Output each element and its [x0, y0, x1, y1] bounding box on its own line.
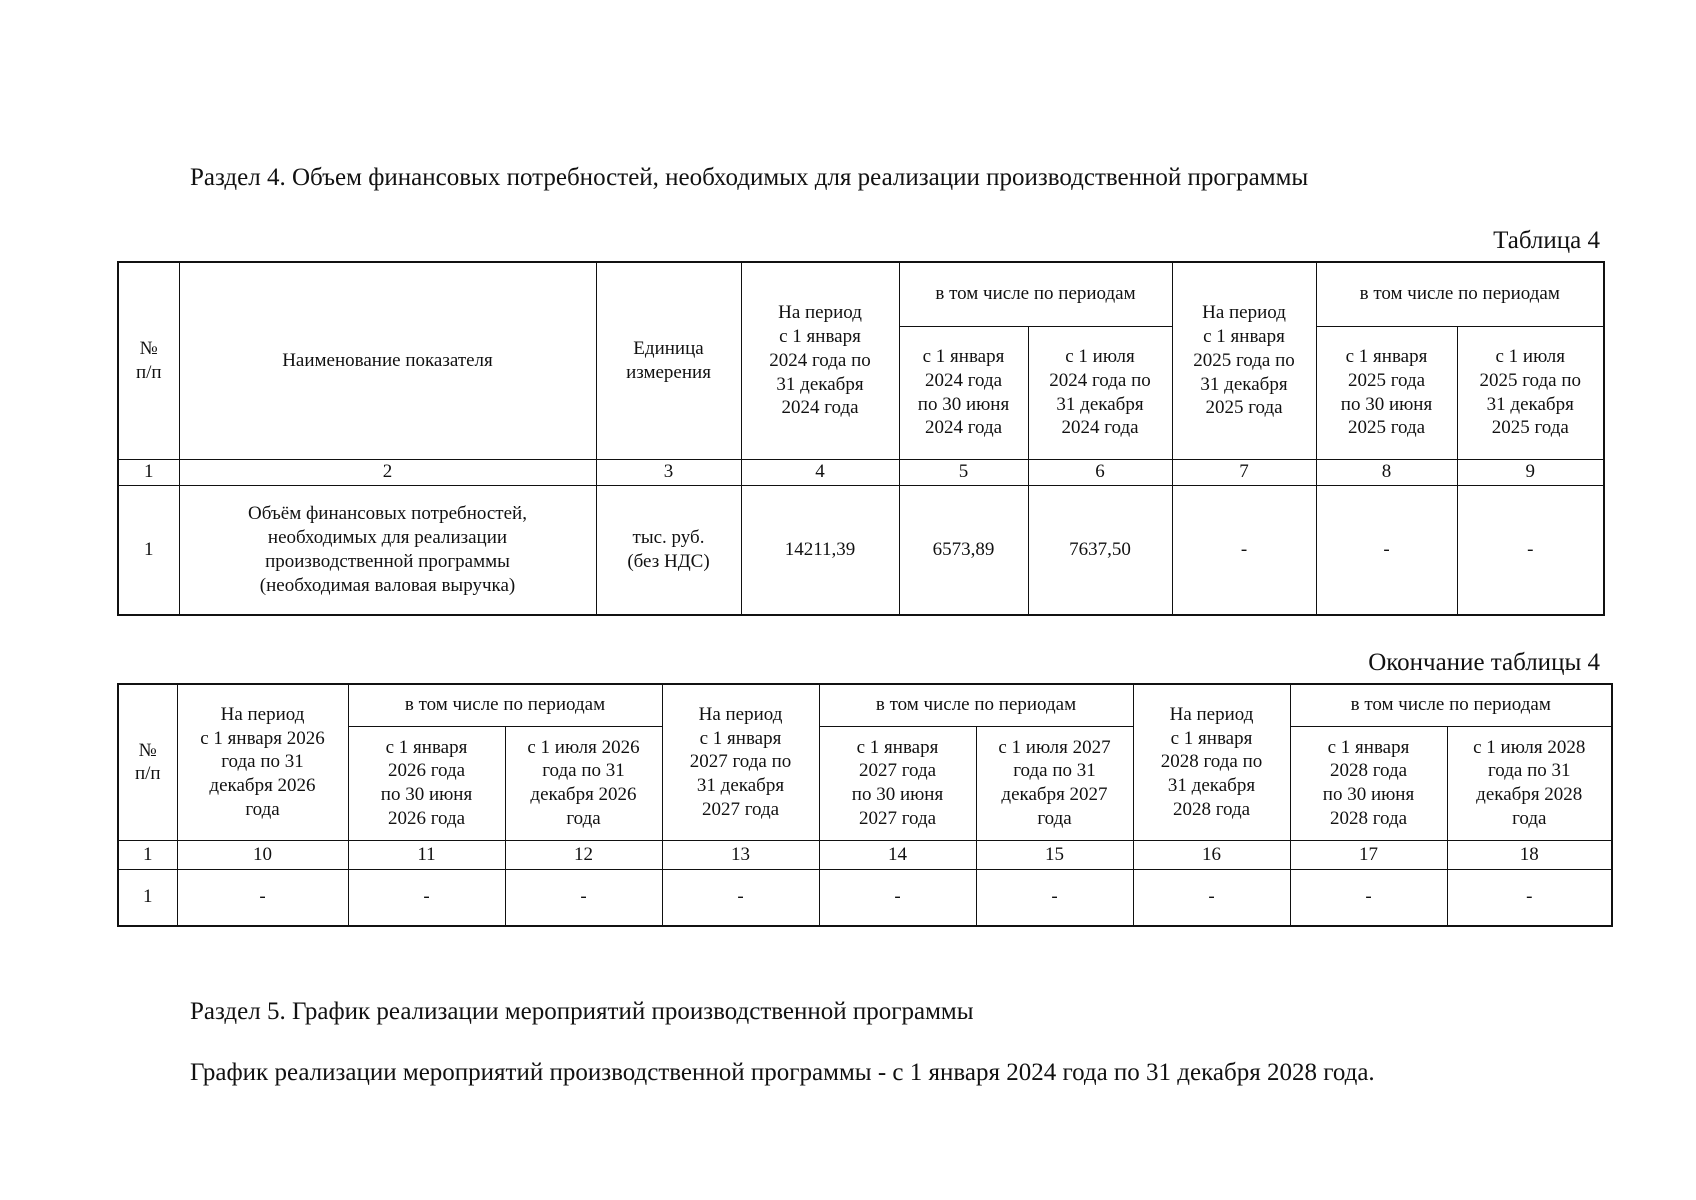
row-num: 1 — [118, 485, 179, 615]
header-h2-2027: с 1 июля 2027 года по 31 декабря 2027 года — [976, 726, 1133, 840]
section-5-title: Раздел 5. График реализации мероприятий производственной программы — [190, 998, 974, 1025]
row-indicator-name: Объём финансовых потребностей, необходимых для реализации производственной программы (необходимая валовая выручка) — [179, 485, 596, 615]
column-number: 7 — [1172, 459, 1316, 485]
column-number: 3 — [596, 459, 741, 485]
header-h2-2025: с 1 июля 2025 года по 31 декабря 2025 года — [1457, 326, 1604, 459]
value-h1-2027: - — [819, 869, 976, 926]
header-unit: Единица измерения — [596, 262, 741, 459]
value-2025: - — [1172, 485, 1316, 615]
header-h1-2028: с 1 января 2028 года по 30 июня 2028 года — [1290, 726, 1447, 840]
column-number: 14 — [819, 840, 976, 869]
column-number: 13 — [662, 840, 819, 869]
header-subperiods-2024: в том числе по периодам — [899, 262, 1172, 326]
header-period-2025: На период с 1 января 2025 года по 31 декабря 2025 года — [1172, 262, 1316, 459]
header-subperiods-2028: в том числе по периодам — [1290, 684, 1612, 726]
value-h1-2024: 6573,89 — [899, 485, 1028, 615]
header-indicator-name: Наименование показателя — [179, 262, 596, 459]
value-h2-2025: - — [1457, 485, 1604, 615]
section-5-text: График реализации мероприятий производственной программы - с 1 января 2024 года по 31 декабря 2028 года. — [190, 1059, 1375, 1086]
column-number: 16 — [1133, 840, 1290, 869]
header-h2-2024: с 1 июля 2024 года по 31 декабря 2024 года — [1028, 326, 1172, 459]
column-number: 6 — [1028, 459, 1172, 485]
header-num: № п/п — [118, 684, 177, 840]
value-2027: - — [662, 869, 819, 926]
table-4-header-row-1 — [118, 262, 1604, 326]
column-numbers-row — [118, 840, 1612, 869]
header-period-2027: На период с 1 января 2027 года по 31 декабря 2027 года — [662, 684, 819, 840]
header-subperiods-2025: в том числе по периодам — [1316, 262, 1604, 326]
value-2024: 14211,39 — [741, 485, 899, 615]
value-h1-2025: - — [1316, 485, 1457, 615]
table-row — [118, 485, 1604, 615]
header-h1-2025: с 1 января 2025 года по 30 июня 2025 года — [1316, 326, 1457, 459]
header-subperiods-2027: в том числе по периодам — [819, 684, 1133, 726]
column-number: 1 — [118, 840, 177, 869]
value-h1-2026: - — [348, 869, 505, 926]
column-number: 18 — [1447, 840, 1612, 869]
value-h2-2026: - — [505, 869, 662, 926]
table-4 — [117, 261, 1605, 616]
column-number: 10 — [177, 840, 348, 869]
column-number: 4 — [741, 459, 899, 485]
row-unit: тыс. руб. (без НДС) — [596, 485, 741, 615]
row-num: 1 — [118, 869, 177, 926]
column-number: 15 — [976, 840, 1133, 869]
column-number: 11 — [348, 840, 505, 869]
column-number: 5 — [899, 459, 1028, 485]
value-h1-2028: - — [1290, 869, 1447, 926]
column-number: 12 — [505, 840, 662, 869]
value-h2-2027: - — [976, 869, 1133, 926]
header-h1-2024: с 1 января 2024 года по 30 июня 2024 года — [899, 326, 1028, 459]
header-num: № п/п — [118, 262, 179, 459]
header-h1-2026: с 1 января 2026 года по 30 июня 2026 года — [348, 726, 505, 840]
header-period-2026: На период с 1 января 2026 года по 31 декабря 2026 года — [177, 684, 348, 840]
table-row — [118, 869, 1612, 926]
column-numbers-row — [118, 459, 1604, 485]
header-subperiods-2026: в том числе по периодам — [348, 684, 662, 726]
column-number: 1 — [118, 459, 179, 485]
header-period-2024: На период с 1 января 2024 года по 31 декабря 2024 года — [741, 262, 899, 459]
header-h1-2027: с 1 января 2027 года по 30 июня 2027 года — [819, 726, 976, 840]
table-4-caption: Таблица 4 — [1493, 227, 1600, 254]
header-period-2028: На период с 1 января 2028 года по 31 декабря 2028 года — [1133, 684, 1290, 840]
section-4-title: Раздел 4. Объем финансовых потребностей, необходимых для реализации производственной программы — [190, 164, 1309, 191]
column-number: 2 — [179, 459, 596, 485]
table-4-continuation-caption: Окончание таблицы 4 — [1368, 649, 1600, 676]
header-h2-2026: с 1 июля 2026 года по 31 декабря 2026 года — [505, 726, 662, 840]
column-number: 8 — [1316, 459, 1457, 485]
column-number: 17 — [1290, 840, 1447, 869]
header-h2-2028: с 1 июля 2028 года по 31 декабря 2028 года — [1447, 726, 1612, 840]
table-4-continuation — [117, 683, 1613, 927]
value-h2-2024: 7637,50 — [1028, 485, 1172, 615]
table-4-continuation-header-row-1 — [118, 684, 1612, 726]
value-2028: - — [1133, 869, 1290, 926]
value-h2-2028: - — [1447, 869, 1612, 926]
value-2026: - — [177, 869, 348, 926]
column-number: 9 — [1457, 459, 1604, 485]
